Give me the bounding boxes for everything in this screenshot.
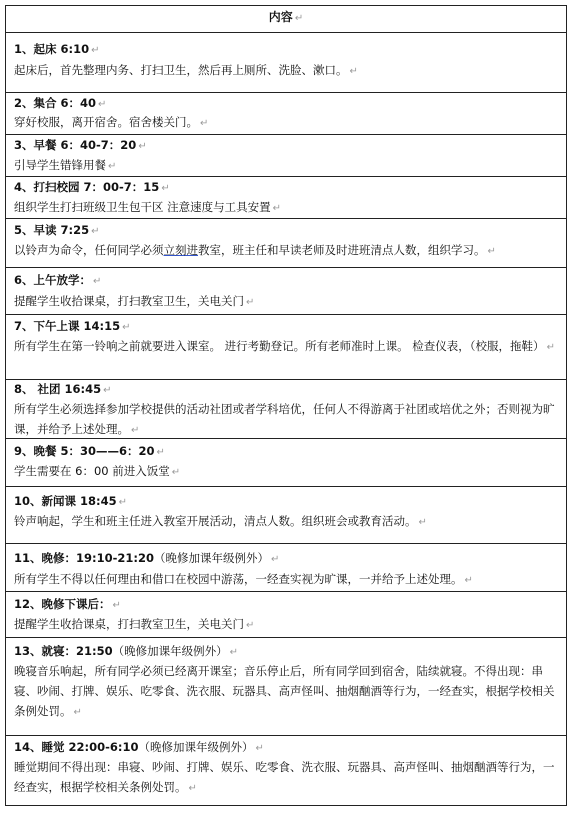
schedule-item xyxy=(6,314,566,379)
schedule-item xyxy=(6,92,566,134)
schedule-item xyxy=(6,218,566,267)
table-header-row xyxy=(6,6,566,32)
item-title: 4、打扫校园 7：00-7：15 ↵ xyxy=(14,180,170,194)
item-body: 学生需要在 6：00 前进入饭堂 ↵ xyxy=(14,464,181,478)
item-body: 组织学生打扫班级卫生包干区 注意速度与工具安置 ↵ xyxy=(14,200,282,214)
item-title: 2、集合 6：40 ↵ xyxy=(14,96,107,110)
schedule-item xyxy=(6,637,566,735)
item-title: 8、 社团 16:45 ↵ xyxy=(14,382,112,396)
item-body: 铃声响起，学生和班主任进入教室开展活动，清点人数。组织班会或教育活动。 ↵ xyxy=(14,514,427,528)
item-body: 起床后，首先整理内务、打扫卫生，然后再上厕所、洗脸、漱口。 ↵ xyxy=(14,63,358,77)
item-title: 6、上午放学： ↵ xyxy=(14,273,102,287)
schedule-item xyxy=(6,591,566,637)
item-title: 14、睡觉 22:00-6:10（晚修加课年级例外） ↵ xyxy=(14,740,264,754)
item-body: 以铃声为命令，任何同学必须立刻进教室，班主任和早读老师及时进班清点人数，组织学习。 ↵ xyxy=(14,243,496,257)
item-title: 3、早餐 6：40-7：20 ↵ xyxy=(14,138,147,152)
item-body: 提醒学生收拾课桌，打扫教室卫生，关电关门 ↵ xyxy=(14,294,255,308)
item-body: 引导学生错锋用餐 ↵ xyxy=(14,158,117,172)
item-body: 晚寝音乐响起，所有同学必须已经离开课室；音乐停止后，所有同学回到宿舍，陆续就寝。不得出现：串寝、吵闹、打牌、娱乐、吃零食、洗衣服、玩器具、高声怪叫、抽烟酗酒等行为，一经查实，根据学校相关条例处罚。 ↵ xyxy=(14,664,555,718)
schedule-item xyxy=(6,134,566,176)
schedule-item xyxy=(6,32,566,92)
schedule-item xyxy=(6,176,566,218)
item-body: 提醒学生收拾课桌，打扫教室卫生，关电关门 ↵ xyxy=(14,617,255,631)
item-body: 所有学生在第一铃响之前就要进入课室。 进行考勤登记。所有老师准时上课。 检查仪表，（校服，拖鞋） ↵ xyxy=(14,339,555,353)
item-body: 穿好校服，离开宿舍。宿舍楼关门。 ↵ xyxy=(14,115,209,129)
table-header: 内容 ↵ xyxy=(268,10,304,24)
schedule-item xyxy=(6,379,566,438)
item-body: 睡觉期间不得出现：串寝、吵闹、打牌、娱乐、吃零食、洗衣服、玩器具、高声怪叫、抽烟酗酒等行为，一经查实，根据学校相关条例处罚。 ↵ xyxy=(14,760,555,794)
schedule-table xyxy=(5,5,567,806)
item-title: 13、就寝：21:50（晚修加课年级例外） ↵ xyxy=(14,644,239,658)
item-body: 所有学生必须选择参加学校提供的活动社团或者学科培优，任何人不得游离于社团或培优之外；否则视为旷课，并给予上述处理。 ↵ xyxy=(14,402,555,436)
schedule-item xyxy=(6,438,566,486)
item-title: 7、下午上课 14:15 ↵ xyxy=(14,319,131,333)
item-title: 10、新闻课 18:45 ↵ xyxy=(14,494,128,508)
item-title: 1、起床 6:10 ↵ xyxy=(14,42,100,56)
schedule-item xyxy=(6,543,566,591)
item-body: 所有学生不得以任何理由和借口在校园中游荡，一经查实视为旷课，一并给予上述处理。 ↵ xyxy=(14,572,473,586)
item-title: 11、晚修：19:10-21:20（晚修加课年级例外） ↵ xyxy=(14,551,280,565)
schedule-item xyxy=(6,486,566,543)
item-title: 12、晚修下课后： ↵ xyxy=(14,597,121,611)
item-title: 5、早读 7:25 ↵ xyxy=(14,223,100,237)
item-title: 9、晚餐 5：30——6：20 ↵ xyxy=(14,444,165,458)
schedule-item xyxy=(6,735,566,807)
schedule-item xyxy=(6,267,566,314)
